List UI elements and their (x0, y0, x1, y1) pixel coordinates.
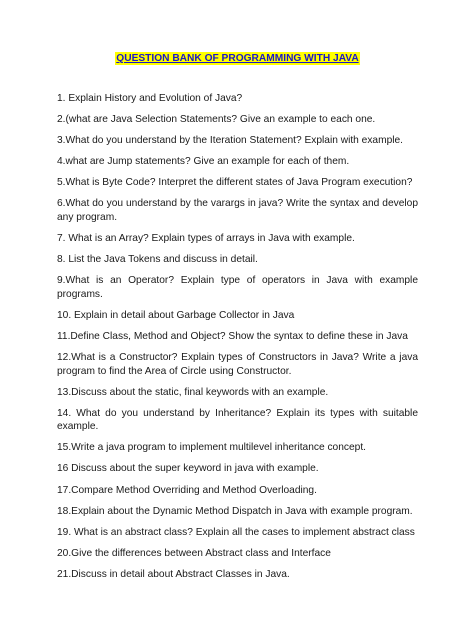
question-16: 16 Discuss about the super keyword in java with example. (57, 463, 319, 475)
question-14: 14. What do you understand by Inheritance? Explain its types with suitable example. (57, 407, 418, 433)
question-6: 6.What do you understand by the varargs in java? Write the syntax and develop any program. (57, 198, 418, 223)
question-12: 12.What is a Constructor? Explain types of Constructors in Java? Write a java program to find the Area of Circle using Constructor. (57, 352, 418, 377)
question-list (57, 92, 418, 581)
question-8: 8. List the Java Tokens and discuss in detail. (57, 254, 258, 266)
document-title (57, 52, 418, 66)
question-11: 11.Define Class, Method and Object? Show the syntax to define these in Java (57, 330, 408, 342)
question-13: 13.Discuss about the static, final keywords with an example. (57, 386, 329, 398)
question-5: 5.What is Byte Code? Interpret the different states of Java Program execution? (57, 177, 413, 189)
question-2: 2.(what are Java Selection Statements? Give an example to each one. (57, 114, 376, 126)
question-18: 18.Explain about the Dynamic Method Dispatch in Java with example program. (57, 505, 413, 517)
question-3: 3.What do you understand by the Iteration Statement? Explain with example. (57, 135, 404, 147)
question-9: 9.What is an Operator? Explain type of operators in Java with example programs. (57, 275, 418, 300)
question-17: 17.Compare Method Overriding and Method Overloading. (57, 484, 317, 496)
question-19: 19. What is an abstract class? Explain all the cases to implement abstract class (57, 526, 415, 538)
question-20: 20.Give the differences between Abstract class and Interface (57, 547, 331, 559)
question-1: 1. Explain History and Evolution of Java? (57, 93, 243, 104)
question-15: 15.Write a java program to implement multilevel inheritance concept. (57, 442, 366, 454)
title-text: QUESTION BANK OF PROGRAMMING WITH JAVA (116, 53, 359, 64)
question-4: 4.what are Jump statements? Give an example for each of them. (57, 156, 350, 168)
question-10: 10. Explain in detail about Garbage Collector in Java (57, 309, 295, 321)
question-7: 7. What is an Array? Explain types of arrays in Java with example. (57, 233, 355, 245)
question-21: 21.Discuss in detail about Abstract Classes in Java. (57, 568, 290, 580)
